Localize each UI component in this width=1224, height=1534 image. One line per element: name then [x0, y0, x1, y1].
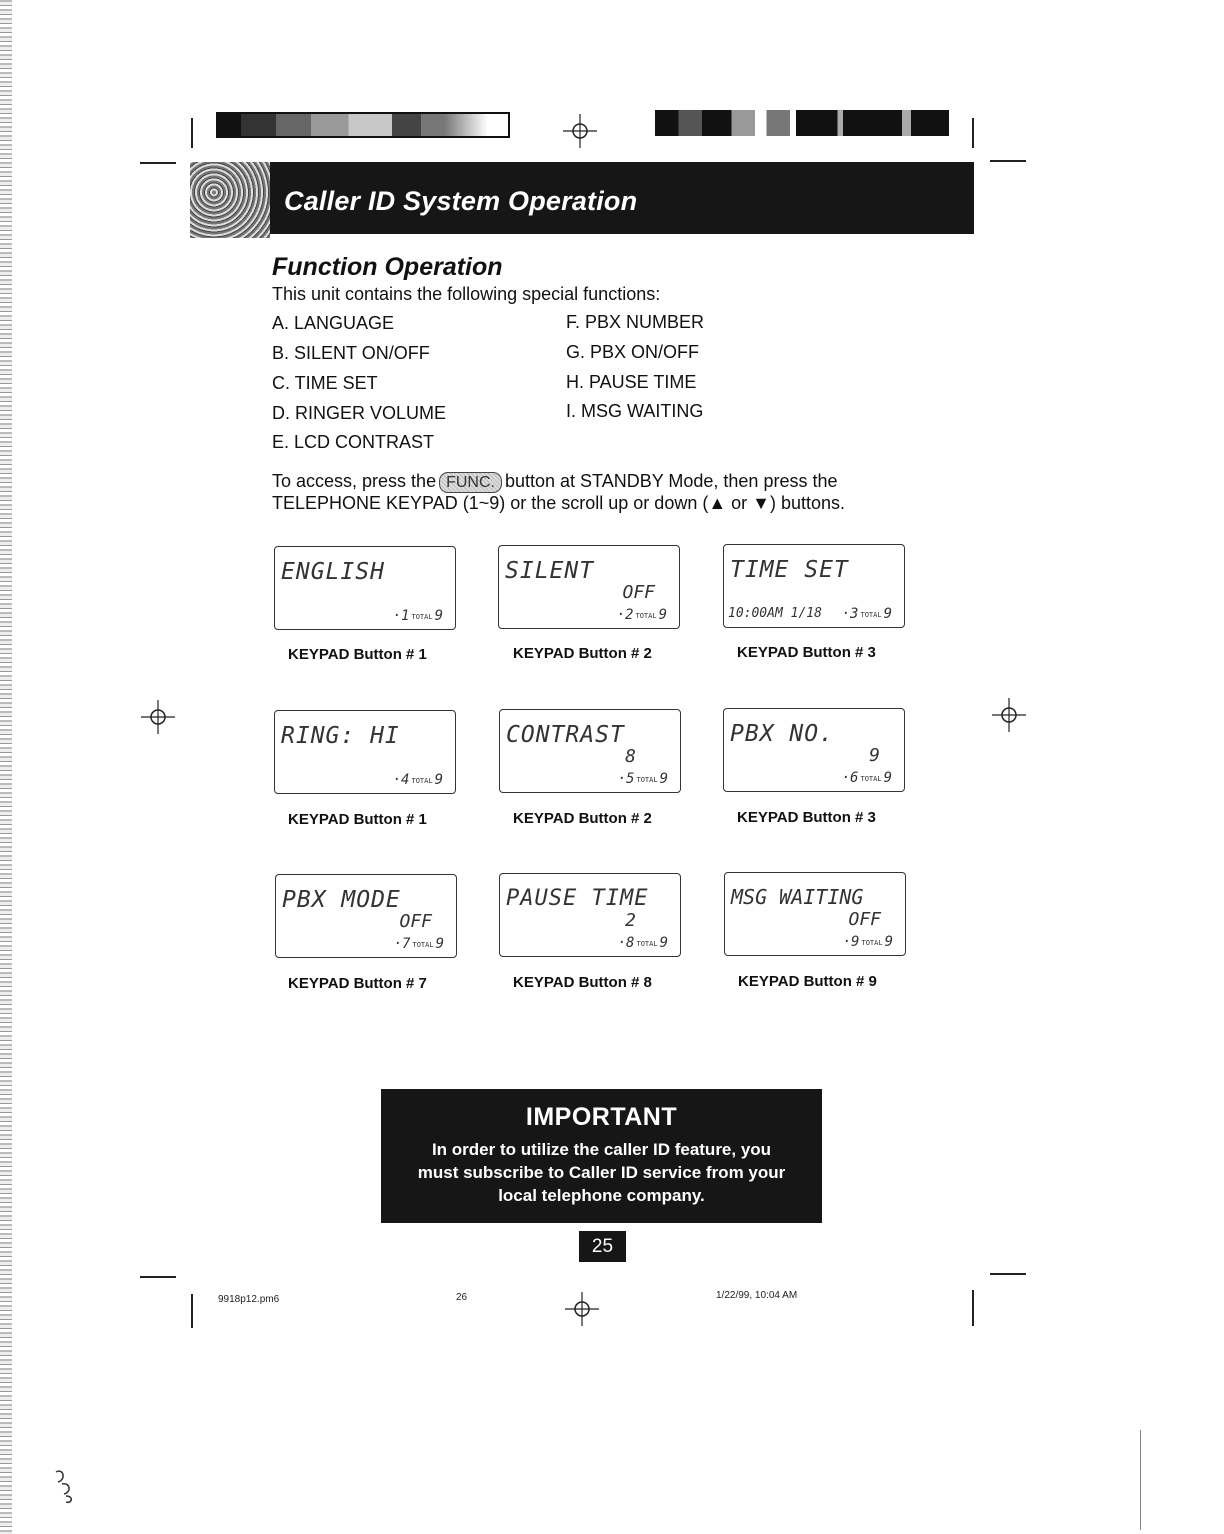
lcd-index: ·2 — [616, 607, 634, 623]
keypad-caption: KEYPAD Button # 2 — [513, 810, 652, 827]
keypad-caption: KEYPAD Button # 9 — [738, 973, 877, 990]
lcd-display — [723, 708, 905, 792]
crop-mark — [140, 1276, 176, 1278]
crop-mark — [972, 118, 974, 148]
lcd-display — [499, 709, 681, 793]
access-instructions — [272, 471, 912, 514]
lcd-main-text: PAUSE TIME — [506, 886, 649, 911]
crop-mark — [972, 1290, 974, 1326]
keypad-caption: KEYPAD Button # 1 — [288, 811, 427, 828]
lcd-total-label: TOTAL — [860, 775, 882, 783]
scan-line — [1140, 1430, 1141, 1530]
func-button-icon: FUNC. — [439, 472, 502, 493]
lcd-total: 9 — [883, 770, 892, 786]
lcd-main-text: ENGLISH — [281, 559, 385, 585]
lcd-display — [274, 710, 456, 794]
header-decoration — [190, 162, 270, 238]
footer-sheet-number: 26 — [456, 1292, 468, 1303]
lcd-total-label: TOTAL — [635, 612, 657, 620]
lcd-counter — [617, 607, 667, 623]
lcd-main-text: PBX NO. — [730, 721, 834, 747]
lcd-total: 9 — [434, 772, 443, 788]
lcd-counter — [842, 606, 892, 622]
lcd-main-text: TIME SET — [730, 557, 849, 583]
lcd-total-label: TOTAL — [411, 777, 433, 785]
lcd-total: 9 — [659, 771, 668, 787]
lcd-total: 9 — [435, 936, 444, 952]
lcd-total-label: TOTAL — [861, 939, 883, 947]
lcd-value: OFF — [622, 582, 655, 603]
crop-mark — [191, 1294, 193, 1328]
lcd-main-text: RING: HI — [281, 723, 400, 749]
crop-mark — [990, 160, 1026, 162]
keypad-caption: KEYPAD Button # 7 — [288, 975, 427, 992]
function-item: B. SILENT ON/OFF — [272, 343, 430, 363]
lcd-index: ·4 — [392, 772, 410, 788]
lcd-counter — [393, 608, 443, 624]
handwritten-mark — [50, 1466, 82, 1506]
important-line: local telephone company. — [498, 1186, 705, 1205]
registration-crosshair-icon — [141, 700, 175, 734]
lcd-display — [275, 874, 457, 958]
function-item: F. PBX NUMBER — [566, 312, 705, 332]
lcd-total-label: TOTAL — [860, 611, 882, 619]
footer-filename: 9918p12.pm6 — [218, 1294, 280, 1305]
footer-timestamp: 1/22/99, 10:04 AM — [716, 1290, 798, 1301]
color-bar-left — [216, 112, 510, 138]
lcd-display — [499, 873, 681, 957]
crop-mark — [191, 118, 193, 148]
lcd-counter — [843, 934, 893, 950]
lcd-index: ·7 — [393, 936, 411, 952]
section-title: Function Operation — [272, 253, 503, 281]
lcd-counter — [394, 936, 444, 952]
registration-crosshair-icon — [565, 1292, 599, 1326]
keypad-caption: KEYPAD Button # 1 — [288, 646, 427, 663]
lcd-total: 9 — [658, 607, 667, 623]
lcd-total: 9 — [434, 608, 443, 624]
access-text: button at STANDBY Mode, then press the — [504, 471, 838, 491]
crop-mark — [990, 1273, 1026, 1275]
lcd-main-text: SILENT — [505, 558, 595, 584]
function-item: C. TIME SET — [272, 373, 378, 393]
lcd-total-label: TOTAL — [636, 940, 658, 948]
lcd-total: 9 — [883, 606, 892, 622]
intro-text: This unit contains the following special functions: — [272, 284, 661, 304]
lcd-index: ·8 — [617, 935, 635, 951]
lcd-value: 2 — [625, 910, 636, 931]
keypad-caption: KEYPAD Button # 8 — [513, 974, 652, 991]
page-header-title: Caller ID System Operation — [284, 186, 638, 216]
function-item: E. LCD CONTRAST — [272, 432, 435, 452]
lcd-value: OFF — [399, 911, 432, 932]
lcd-total-label: TOTAL — [411, 613, 433, 621]
lcd-main-text: PBX MODE — [282, 887, 401, 913]
lcd-counter — [618, 771, 668, 787]
keypad-caption: KEYPAD Button # 2 — [513, 645, 652, 662]
lcd-counter — [618, 935, 668, 951]
function-item: D. RINGER VOLUME — [272, 403, 447, 423]
lcd-total-label: TOTAL — [636, 776, 658, 784]
lcd-index: ·9 — [842, 934, 860, 950]
lcd-display — [498, 545, 680, 629]
keypad-caption: KEYPAD Button # 3 — [737, 809, 876, 826]
lcd-index: ·3 — [841, 606, 859, 622]
lcd-total: 9 — [884, 934, 893, 950]
lcd-main-text: MSG WAITING — [731, 885, 864, 909]
color-bar-right — [655, 110, 949, 136]
lcd-total: 9 — [659, 935, 668, 951]
lcd-counter — [393, 772, 443, 788]
lcd-index: ·5 — [617, 771, 635, 787]
lcd-index: ·1 — [392, 608, 410, 624]
lcd-display — [723, 544, 905, 628]
crop-mark — [140, 162, 176, 164]
page-number: 25 — [579, 1231, 626, 1262]
lcd-time: 10:00AM 1/18 — [728, 606, 822, 621]
access-text: TELEPHONE KEYPAD (1~9) or the scroll up or down (▲ or ▼) buttons. — [272, 493, 846, 513]
registration-crosshair-icon — [992, 698, 1026, 732]
function-item: A. LANGUAGE — [272, 313, 395, 333]
important-notice — [381, 1089, 822, 1223]
lcd-display — [724, 872, 906, 956]
function-item: I. MSG WAITING — [566, 401, 704, 421]
lcd-counter — [842, 770, 892, 786]
lcd-total-label: TOTAL — [412, 941, 434, 949]
keypad-caption: KEYPAD Button # 3 — [737, 644, 876, 661]
function-item: G. PBX ON/OFF — [566, 342, 700, 362]
important-title: IMPORTANT — [525, 1103, 678, 1131]
lcd-index: ·6 — [841, 770, 859, 786]
lcd-display — [274, 546, 456, 630]
scan-edge-texture — [0, 0, 12, 1534]
registration-crosshair-icon — [563, 114, 597, 148]
lcd-value: OFF — [848, 909, 881, 930]
lcd-value: 8 — [625, 746, 636, 767]
function-item: H. PAUSE TIME — [566, 372, 697, 392]
lcd-value: 9 — [869, 745, 880, 766]
important-line: In order to utilize the caller ID feature, you — [431, 1140, 772, 1159]
lcd-main-text: CONTRAST — [506, 722, 625, 748]
important-line: must subscribe to Caller ID service from your — [417, 1163, 786, 1182]
important-body — [381, 1138, 822, 1207]
access-text: To access, press the — [272, 471, 437, 491]
